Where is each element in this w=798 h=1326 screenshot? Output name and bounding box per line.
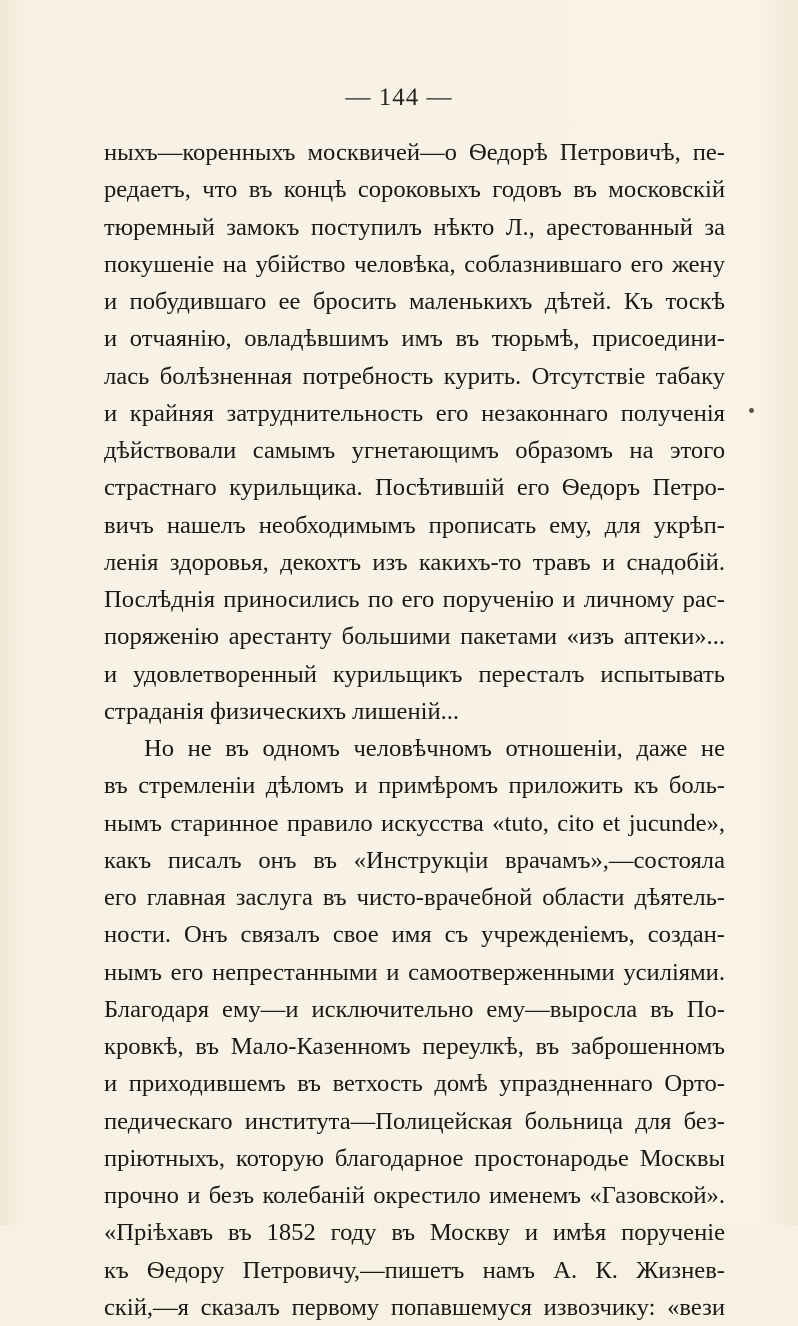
text-line: ныхъ—коренныхъ москвичей—о Ѳедорѣ Петровичѣ, пе-: [104, 139, 725, 166]
text-line: ности. Онъ связалъ свое имя съ учрежденіемъ, создан-: [104, 921, 725, 949]
text-line: прочно и безъ колебаній окрестило именемъ «Газовской».: [104, 1182, 725, 1209]
text-line: и крайняя затруднительность его незаконнаго полученія: [104, 399, 725, 427]
text-line: Послѣднія приносились по его порученію и личному рас-: [104, 586, 725, 613]
body-text: [104, 134, 725, 1326]
text-line: къ Ѳедору Петровичу,—пишетъ намъ А. К. Жизнев-: [104, 1256, 725, 1284]
ink-speck: [749, 408, 754, 413]
text-line: скій,—я сказалъ первому попавшемуся извозчику: «вези: [104, 1293, 725, 1321]
text-line: нымъ старинное правило искусства «tuto, cito et jucunde»,: [104, 809, 725, 837]
text-line: тюремный замокъ поступилъ нѣкто Л., арестованный за: [104, 213, 725, 241]
text-line: Но не въ одномъ человѣчномъ отношеніи, даже не: [144, 735, 725, 762]
text-line: педическаго института—Полицейская больница для без-: [104, 1107, 725, 1135]
text-line: и отчаянію, овладѣвшимъ имъ въ тюрьмѣ, присоедини-: [104, 325, 725, 353]
text-line: страданія физическихъ лишеній...: [104, 697, 460, 725]
text-line: Благодаря ему—и исключительно ему—выросла въ По-: [104, 995, 725, 1023]
text-line: пріютныхъ, которую благодарное простонародье Москвы: [104, 1144, 725, 1172]
text-line: кровкѣ, въ Мало-Казенномъ переулкѣ, въ заброшенномъ: [104, 1033, 725, 1060]
text-line: лась болѣзненная потребность курить. Отсутствіе табаку: [104, 362, 725, 390]
text-line: вичъ нашелъ необходимымъ прописать ему, для укрѣп-: [104, 511, 725, 539]
text-line: «Пріѣхавъ въ 1852 году въ Москву и имѣя порученіе: [104, 1219, 725, 1247]
text-line: какъ писалъ онъ въ «Инструкціи врачамъ»,—состояла: [104, 846, 725, 874]
text-line: ленія здоровья, декохтъ изъ какихъ-то травъ и снадобій.: [104, 548, 725, 576]
text-line: и приходившемъ въ ветхость домѣ упраздненнаго Орто-: [104, 1070, 725, 1098]
text-line: его главная заслуга въ чисто-врачебной области дѣятель-: [104, 884, 725, 911]
text-line: поряженію арестанту большими пакетами «изъ аптеки»...: [104, 623, 725, 651]
text-line: страстнаго курильщика. Посѣтившій его Ѳедоръ Петро-: [104, 474, 725, 502]
text-line: въ стремленіи дѣломъ и примѣромъ приложить къ боль-: [104, 772, 725, 800]
text-line: дѣйствовали самымъ угнетающимъ образомъ на этого: [104, 437, 725, 464]
text-line: и удовлетворенный курильщикъ пересталъ испытывать: [104, 660, 725, 688]
page-number: — 144 —: [345, 84, 453, 111]
text-line: и побудившаго ее бросить маленькихъ дѣтей. Къ тоскѣ: [104, 288, 725, 315]
text-line: покушеніе на убійство человѣка, соблазнившаго его жену: [104, 250, 725, 278]
text-line: нымъ его непрестанными и самоотверженными усиліями.: [104, 958, 725, 986]
text-line: редаетъ, что въ концѣ сороковыхъ годовъ въ московскій: [104, 176, 725, 204]
